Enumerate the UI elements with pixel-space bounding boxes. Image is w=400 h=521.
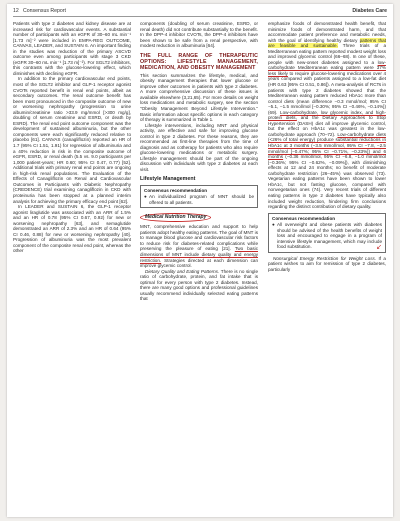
subsection-heading: Lifestyle Management bbox=[140, 175, 196, 182]
document-page bbox=[7, 4, 393, 517]
consensus-bullet bbox=[272, 222, 382, 250]
text-column-right bbox=[268, 21, 386, 511]
text-span: If a patient wishes to aim for remission of type 2 diabetes, particularly bbox=[268, 255, 386, 272]
header-rule bbox=[13, 16, 387, 17]
text-span: and the Dietary Approaches to Stop Hypertension (DASH) diet all improve glycemic control, but the effect on HbA1c was greatest in the low-carbohydrate approach (70–72). bbox=[268, 115, 386, 137]
paragraph: Lifestyle interventions, including MNT and physical activity, are effective and safe for improving glucose control in type 2 diabetes. For these reasons, they are recommended as first-line therapies from the time of diagnosis and as cotherapy for patients who also require glucose-lowering medications or metabolic surgery. Lifestyle management should be part of the ongoing discussion with individuals with type 2 diabetes at each visit. bbox=[140, 122, 258, 173]
paragraph bbox=[268, 21, 386, 210]
text-column-middle bbox=[140, 21, 258, 511]
run-in-heading: Dietary Quality and Eating Patterns. bbox=[145, 268, 220, 274]
paragraph: Patients with type 2 diabetes and kidney disease are at increased risk for cardiovascular events. A substantial number of participants with an eGFR of 30–60 mL min⁻¹ [1.73 m]⁻² were included in EMPA-REG OUTCOME, CANVAS, LEADER, and SUSTAIN 6. An important finding in the studies was reduction of the primary ASCVD outcome even among participants with stage 3 CKD (eGFR 30–60 mL min⁻¹ [1.73 m]⁻²). For SGLT2 inhibitors, this contrasts with the glucose-lowering effect, which diminishes with declining eGFR. bbox=[13, 21, 131, 76]
text-column-left bbox=[13, 21, 131, 511]
text-span: emphasize foods of demonstrated health benefit, that minimize foods of demonstrated harm, and that accommodate patient preference and metabolic needs, with the goal of identifying healthy dietary bbox=[268, 21, 386, 43]
arrow-icon: ↙ bbox=[376, 243, 382, 251]
paragraph: components (doubling of serum creatinine, ESRD, or renal death) did not contribute substantially to the benefit. In the DPP-4 inhibitor CVOTs, the DPP-4 inhibitors have been shown to be safe from a renal perspective, with modest reduction in albuminuria [64]. bbox=[140, 21, 258, 49]
section-name: Consensus Report bbox=[23, 8, 66, 14]
bullet-text: An individualized program of MNT should be offered to all patients. bbox=[149, 194, 254, 205]
paragraph bbox=[140, 224, 258, 268]
paragraph: In addition to the primary cardiovascular end points, most of the SGLT2 inhibitor and GLP-1 receptor agonist CVOTs reported benefit in renal end points, albeit as secondary outcomes. The renal outcome benefit has been most pronounced in the composite outcome of new or worsening nephropathy (progression to urine albumin/creatinine ratio >33.9 mg/mmol [>300 mg/g], doubling of serum creatinine and ESRD, or death by ESRD). The renal end point outcome component was the development of sustained albuminuria, but the other components were each significantly reduced relative to placebo [61]. CANVAS (canagliflozin) reported an HR of 1.7 (95% CI 1.51, 1.91) for regression of albuminuria and a 40% reduction in risk in the composite outcome of eGFR, ESRD, or renal death (5.5 vs. 9.0 participants per 1,000 patient-years; HR 0.60; 95% CI 0.47, 0.77) [52]. Additional trials with primary renal end points are ongoing in high-risk renal populations. The Evaluation of the Effects of Canagliflozin on Renal and Cardiovascular Outcomes in Participants with Diabetic Nephropathy (CREDENCE) trial examining canagliflozin in CKD with proteinuria has been stopped at a planned interim analysis for achieving the primary efficacy end point [62]. bbox=[13, 76, 131, 204]
paragraph: In LEADER and SUSTAIN 6, the GLP-1 receptor agonist liraglutide was associated with an ARR of 1.5% and an HR of 0.78 (95% CI 0.67, 0.92) for new or worsening nephropathy [63], and semaglutide demonstrated an ARR of 2.3% and an HR of 0.64 (95% CI 0.46, 0.88) for new or worsening nephropathy [40]. Progression of albuminuria was the most prevalent component of the composite renal end point, whereas the other bbox=[13, 204, 131, 254]
text-span: MNT, comprehensive education and support to help patients adopt healthy eating patterns. The goal of MNT is to manage blood glucose and cardiovascular risk factors to reduce risk for diabetes-related complications while preserving the pleasure of eating [21]. bbox=[140, 224, 258, 252]
paragraph bbox=[140, 269, 258, 302]
consensus-box bbox=[140, 185, 258, 209]
consensus-bullet bbox=[144, 194, 254, 205]
bullet-icon: ● bbox=[144, 194, 147, 200]
highlighted-text: patterns that are feasible and sustainable. bbox=[268, 37, 386, 49]
paragraph bbox=[268, 256, 386, 273]
circled-annotation: Medical Nutrition Therapy bbox=[140, 213, 211, 222]
bullet-text: All overweight and obese patients with diabetes should be advised of the health benefits of weight loss and encouraged to engage in a program of intensive lifestyle management, which may include food substitution. bbox=[277, 222, 382, 250]
page-number: 12 bbox=[13, 8, 19, 14]
text-span: to require glucose-lowering medications over 4 years compared with patients assigned to a low-fat diet (HR 0.63 [95% CI 0.51, 0.86]). A meta-analysis of RCTs in patients with type 2 diabetes showed that the Mediterranean eating pattern reduced HbA1c more than control diets (mean difference −0.3 mmol/mol; 95% CI −5.1, −1.5 mmol/mol [−0.30%; 95% CI −0.46%, −0.14%]) (69). bbox=[268, 70, 386, 115]
pen-underline: low-carbohydrate Mediterranean eating pattern were 37% less likely bbox=[268, 59, 386, 76]
paragraph: This section summarizes the lifestyle, medical, and obesity management therapies that lower glucose or improve other outcomes in patients with type 2 diabetes. A more comprehensive discussion of these issues is available elsewhere (3,21,65). For more details on weight loss medications and metabolic surgery, see the section "Obesity Management Beyond Lifestyle Intervention." Basic information about specific options in each category of therapy is summarized in Table 1. bbox=[140, 72, 258, 123]
consensus-title: Consensus recommendation bbox=[272, 215, 336, 221]
journal-name: Diabetes Care bbox=[352, 8, 387, 14]
pen-underline: Low-carbohydrate diets (<26% of total energy) produce substantial reductions in HbA1c at 3 months (−3.5 mmol/mol, 95% CI −7.8, −2.5 mmol/mol [−0.47%; 95% CI −0.71%, −0.23%]) and 6 months bbox=[268, 131, 386, 160]
pen-underline: Low-carbohydrate, low glycemic index, and high-protein diets, bbox=[268, 109, 386, 121]
text-span: Three trials of a Mediterranean eating pattern reported modest weight loss and improved glycemic control (66–68). In one of these, people with new-onset diabetes assigned to a bbox=[268, 43, 386, 65]
consensus-box bbox=[268, 213, 386, 253]
pen-underline: Two basic dimensions of MNT include dietary quality and energy restriction. bbox=[140, 246, 258, 263]
text-span: Strategies directed at each dimension can improve glycemic control. bbox=[140, 257, 258, 269]
consensus-title: Consensus recommendation bbox=[144, 187, 208, 193]
text-span: (−0.36 mmol/mol, 95% CI −6.8, −1.0 mmol/mol [−0.36%; 95% CI −0.62%, −0.09%]), with diminishing effects at 12 and 24 months; no benefit of moderate carbohydrate restriction (26–45%) was observed (73). Vegetarian eating patterns have been shown to lower HbA1c, but not fasting glucose, compared with nonvegetarian ones (74). Very recent trials of different eating patterns in type 2 diabetes have typically also included weight reduction, hindering firm conclusions regarding the distinct contribution of dietary quality. bbox=[268, 154, 386, 210]
text-span: There is no single ratio of carbohydrate, protein, and fat intake that is optimal for every person with type 2 diabetes. Instead, there are many good options and professional guidelines usually recommend individually selected eating patterns that bbox=[140, 268, 258, 302]
bullet-icon: ● bbox=[272, 222, 275, 228]
section-heading: THE FULL RANGE OF THERAPEUTIC OPTIONS: LIFESTYLE MANAGEMENT, MEDICATION, AND OBESITY MANAGEMENT bbox=[140, 52, 258, 71]
run-in-heading: Nonsurgical Energy Restriction for Weight Loss. bbox=[273, 255, 377, 261]
